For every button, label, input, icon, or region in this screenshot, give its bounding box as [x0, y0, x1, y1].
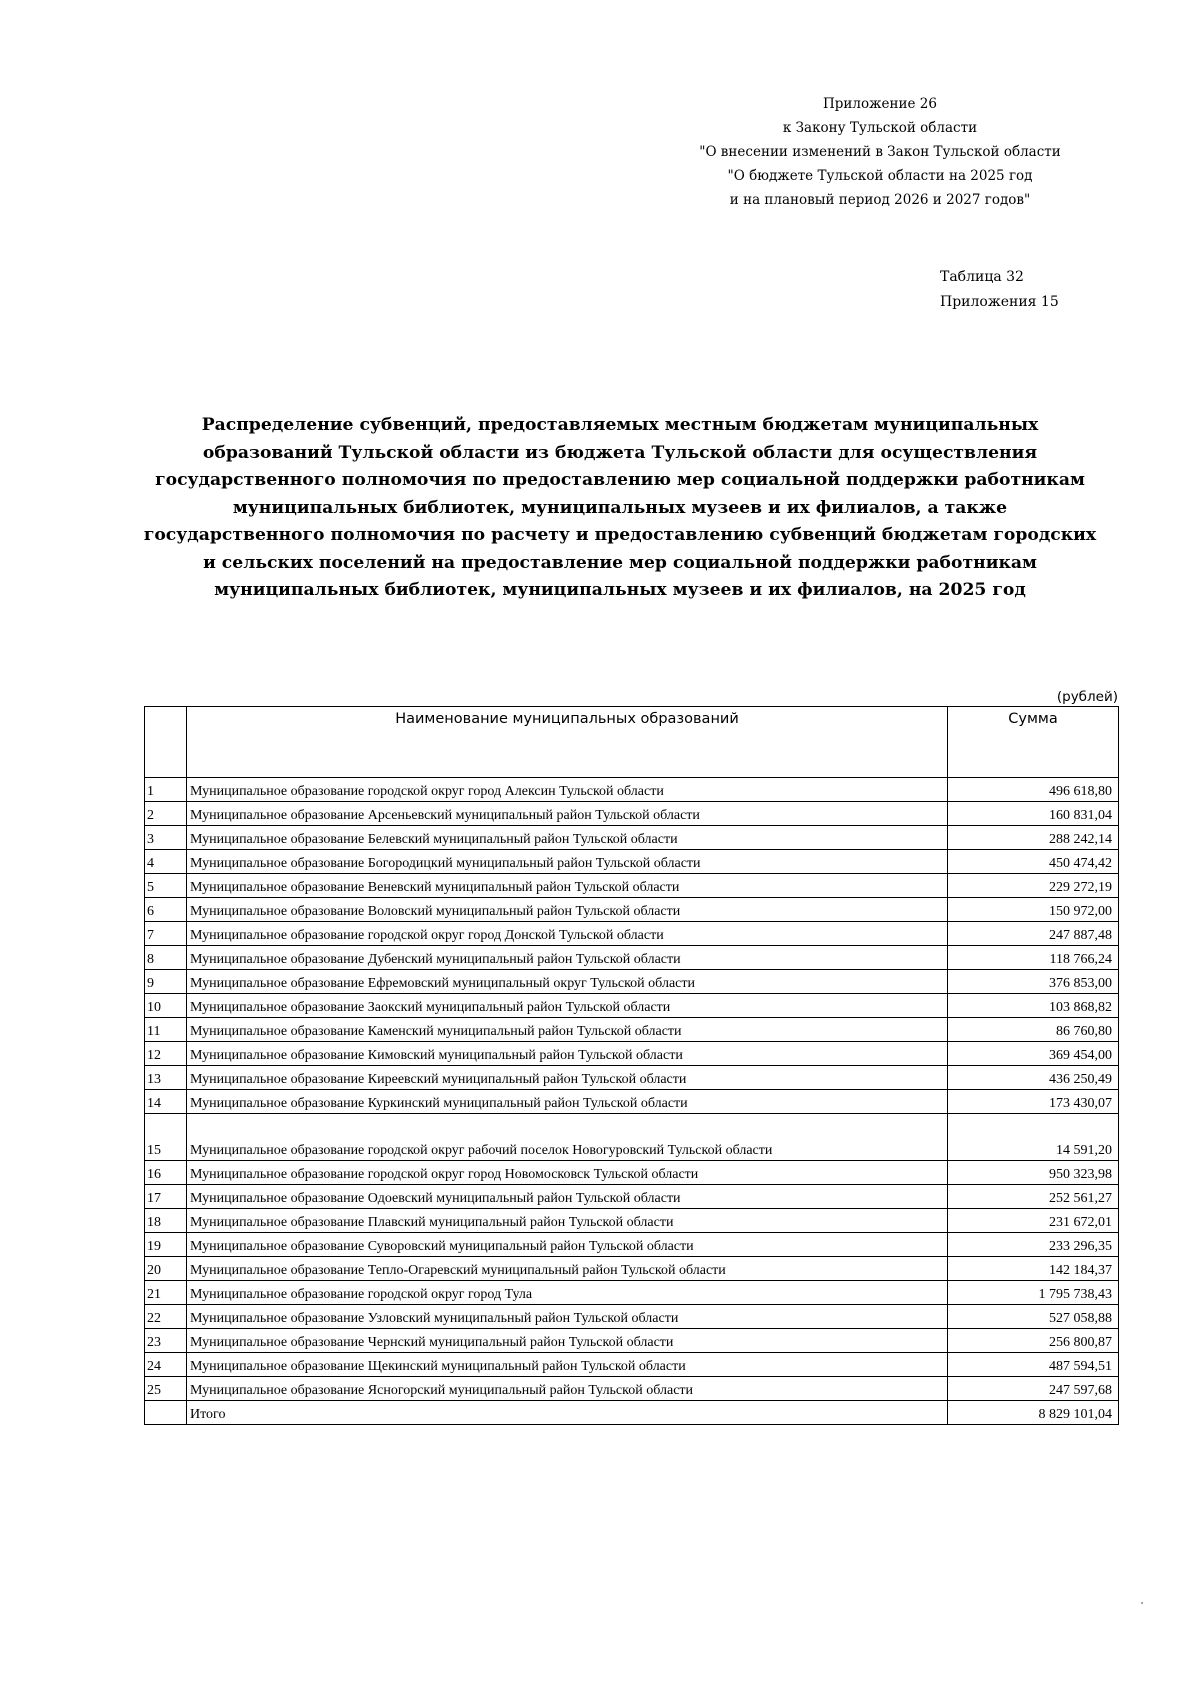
municipality-name: Муниципальное образование Ясногорский муниципальный район Тульской области: [187, 1377, 948, 1401]
table-row: [145, 850, 1119, 874]
total-row: [145, 1401, 1119, 1425]
subvention-amount: 252 561,27: [948, 1185, 1119, 1209]
table-row: [145, 1377, 1119, 1401]
appendix-header-line: "О бюджете Тульской области на 2025 год: [727, 168, 1033, 184]
total-amount: 8 829 101,04: [948, 1401, 1119, 1425]
subvention-amount: 950 323,98: [948, 1161, 1119, 1185]
table-row: [145, 1305, 1119, 1329]
table-row: [145, 1257, 1119, 1281]
table-row: [145, 1090, 1119, 1114]
municipality-name: Муниципальное образование Ефремовский муниципальный округ Тульской области: [187, 970, 948, 994]
distribution-table: [144, 706, 1119, 1425]
municipality-name: Муниципальное образование Суворовский муниципальный район Тульской области: [187, 1233, 948, 1257]
row-number: 6: [145, 898, 187, 922]
appendix-header-line: и на плановый период 2026 и 2027 годов": [729, 192, 1031, 208]
row-number: 15: [145, 1114, 187, 1161]
subvention-amount: 376 853,00: [948, 970, 1119, 994]
subvention-amount: 160 831,04: [948, 802, 1119, 826]
subvention-amount: 487 594,51: [948, 1353, 1119, 1377]
row-number: 19: [145, 1233, 187, 1257]
municipality-name: Муниципальное образование городской округ город Донской Тульской области: [187, 922, 948, 946]
column-header-number: [145, 707, 187, 778]
table-header-row: [145, 707, 1119, 778]
appendix-header: [680, 92, 1080, 212]
subvention-amount: 173 430,07: [948, 1090, 1119, 1114]
row-number: 13: [145, 1066, 187, 1090]
subvention-amount: 288 242,14: [948, 826, 1119, 850]
municipality-name: Муниципальное образование Белевский муниципальный район Тульской области: [187, 826, 948, 850]
column-header-sum: Сумма: [948, 707, 1119, 778]
municipality-name: Муниципальное образование городской округ город Алексин Тульской области: [187, 778, 948, 802]
table-row: [145, 1209, 1119, 1233]
row-number: 5: [145, 874, 187, 898]
appendix-header-line: Приложение 26: [823, 96, 937, 112]
subvention-amount: 233 296,35: [948, 1233, 1119, 1257]
total-label: Итого: [187, 1401, 948, 1425]
row-number: 4: [145, 850, 187, 874]
subvention-amount: 231 672,01: [948, 1209, 1119, 1233]
table-row: [145, 994, 1119, 1018]
row-number: 25: [145, 1377, 187, 1401]
row-number: 24: [145, 1353, 187, 1377]
table-row: [145, 1161, 1119, 1185]
row-number: 18: [145, 1209, 187, 1233]
subvention-amount: 142 184,37: [948, 1257, 1119, 1281]
municipality-name: Муниципальное образование Узловский муниципальный район Тульской области: [187, 1305, 948, 1329]
table-row: [145, 874, 1119, 898]
scan-speck: [1141, 1602, 1143, 1604]
table-row: [145, 1066, 1119, 1090]
row-number: 23: [145, 1329, 187, 1353]
appendix-number: Приложения 15: [940, 294, 1059, 310]
row-number: 8: [145, 946, 187, 970]
column-header-name: Наименование муниципальных образований: [187, 707, 948, 778]
municipality-name: Муниципальное образование Киреевский муниципальный район Тульской области: [187, 1066, 948, 1090]
municipality-name: Муниципальное образование городской округ город Новомосковск Тульской области: [187, 1161, 948, 1185]
table-row: [145, 1353, 1119, 1377]
row-number: 7: [145, 922, 187, 946]
units-label: (рублей): [1056, 689, 1118, 705]
row-number: 10: [145, 994, 187, 1018]
municipality-name: Муниципальное образование Куркинский муниципальный район Тульской области: [187, 1090, 948, 1114]
subvention-amount: 229 272,19: [948, 874, 1119, 898]
table-row: [145, 1329, 1119, 1353]
subvention-amount: 14 591,20: [948, 1114, 1119, 1161]
row-number: 2: [145, 802, 187, 826]
table-row: [145, 922, 1119, 946]
subvention-amount: 496 618,80: [948, 778, 1119, 802]
municipality-name: Муниципальное образование Каменский муниципальный район Тульской области: [187, 1018, 948, 1042]
table-row: [145, 1114, 1119, 1161]
municipality-name: Муниципальное образование Чернский муниципальный район Тульской области: [187, 1329, 948, 1353]
municipality-name: Муниципальное образование Воловский муниципальный район Тульской области: [187, 898, 948, 922]
municipality-name: Муниципальное образование Кимовский муниципальный район Тульской области: [187, 1042, 948, 1066]
row-number: 22: [145, 1305, 187, 1329]
table-row: [145, 898, 1119, 922]
table-number: Таблица 32: [940, 269, 1024, 285]
row-number: 9: [145, 970, 187, 994]
municipality-name: Муниципальное образование Арсеньевский муниципальный район Тульской области: [187, 802, 948, 826]
table-row: [145, 826, 1119, 850]
table-reference: [940, 265, 1120, 315]
appendix-header-line: к Закону Тульской области: [782, 120, 978, 136]
municipality-name: Муниципальное образование Дубенский муниципальный район Тульской области: [187, 946, 948, 970]
document-title: Распределение субвенций, предоставляемых местным бюджетам муниципальных образований Тульской области из бюджета Тульской области для осуществления государственного полномочия по предоставлению мер социальной поддержки работникам муниципальных библиотек, муниципальных музеев и их филиалов, а также государственного полномочия по расчету и предоставлению субвенций бюджетам городских и сельских поселений на предоставление мер социальной поддержки работникам муниципальных библиотек, муниципальных музеев и их филиалов, на 2025 год: [143, 415, 1097, 600]
municipality-name: Муниципальное образование Щекинский муниципальный район Тульской области: [187, 1353, 948, 1377]
municipality-name: Муниципальное образование Богородицкий муниципальный район Тульской области: [187, 850, 948, 874]
table-row: [145, 1185, 1119, 1209]
table-row: [145, 778, 1119, 802]
row-number: 1: [145, 778, 187, 802]
row-number: 11: [145, 1018, 187, 1042]
subvention-amount: 86 760,80: [948, 1018, 1119, 1042]
row-number: 17: [145, 1185, 187, 1209]
total-number: [145, 1401, 187, 1425]
row-number: 16: [145, 1161, 187, 1185]
municipality-name: Муниципальное образование Тепло-Огаревский муниципальный район Тульской области: [187, 1257, 948, 1281]
table-row: [145, 1018, 1119, 1042]
subvention-amount: 150 972,00: [948, 898, 1119, 922]
subvention-amount: 247 597,68: [948, 1377, 1119, 1401]
appendix-header-line: "О внесении изменений в Закон Тульской области: [699, 144, 1061, 160]
municipality-name: Муниципальное образование Одоевский муниципальный район Тульской области: [187, 1185, 948, 1209]
subvention-amount: 247 887,48: [948, 922, 1119, 946]
subvention-amount: 450 474,42: [948, 850, 1119, 874]
subvention-amount: 436 250,49: [948, 1066, 1119, 1090]
municipality-name: Муниципальное образование Плавский муниципальный район Тульской области: [187, 1209, 948, 1233]
subvention-amount: 1 795 738,43: [948, 1281, 1119, 1305]
row-number: 21: [145, 1281, 187, 1305]
municipality-name: Муниципальное образование городской округ город Тула: [187, 1281, 948, 1305]
table-row: [145, 1281, 1119, 1305]
table-row: [145, 970, 1119, 994]
table-row: [145, 802, 1119, 826]
subvention-amount: 527 058,88: [948, 1305, 1119, 1329]
subvention-amount: 256 800,87: [948, 1329, 1119, 1353]
municipality-name: Муниципальное образование Веневский муниципальный район Тульской области: [187, 874, 948, 898]
row-number: 14: [145, 1090, 187, 1114]
subvention-amount: 369 454,00: [948, 1042, 1119, 1066]
municipality-name: Муниципальное образование городской округ рабочий поселок Новогуровский Тульской области: [187, 1114, 948, 1161]
municipality-name: Муниципальное образование Заокский муниципальный район Тульской области: [187, 994, 948, 1018]
row-number: 12: [145, 1042, 187, 1066]
table-row: [145, 1233, 1119, 1257]
table-row: [145, 1042, 1119, 1066]
table-row: [145, 946, 1119, 970]
subvention-amount: 118 766,24: [948, 946, 1119, 970]
subvention-amount: 103 868,82: [948, 994, 1119, 1018]
row-number: 3: [145, 826, 187, 850]
row-number: 20: [145, 1257, 187, 1281]
